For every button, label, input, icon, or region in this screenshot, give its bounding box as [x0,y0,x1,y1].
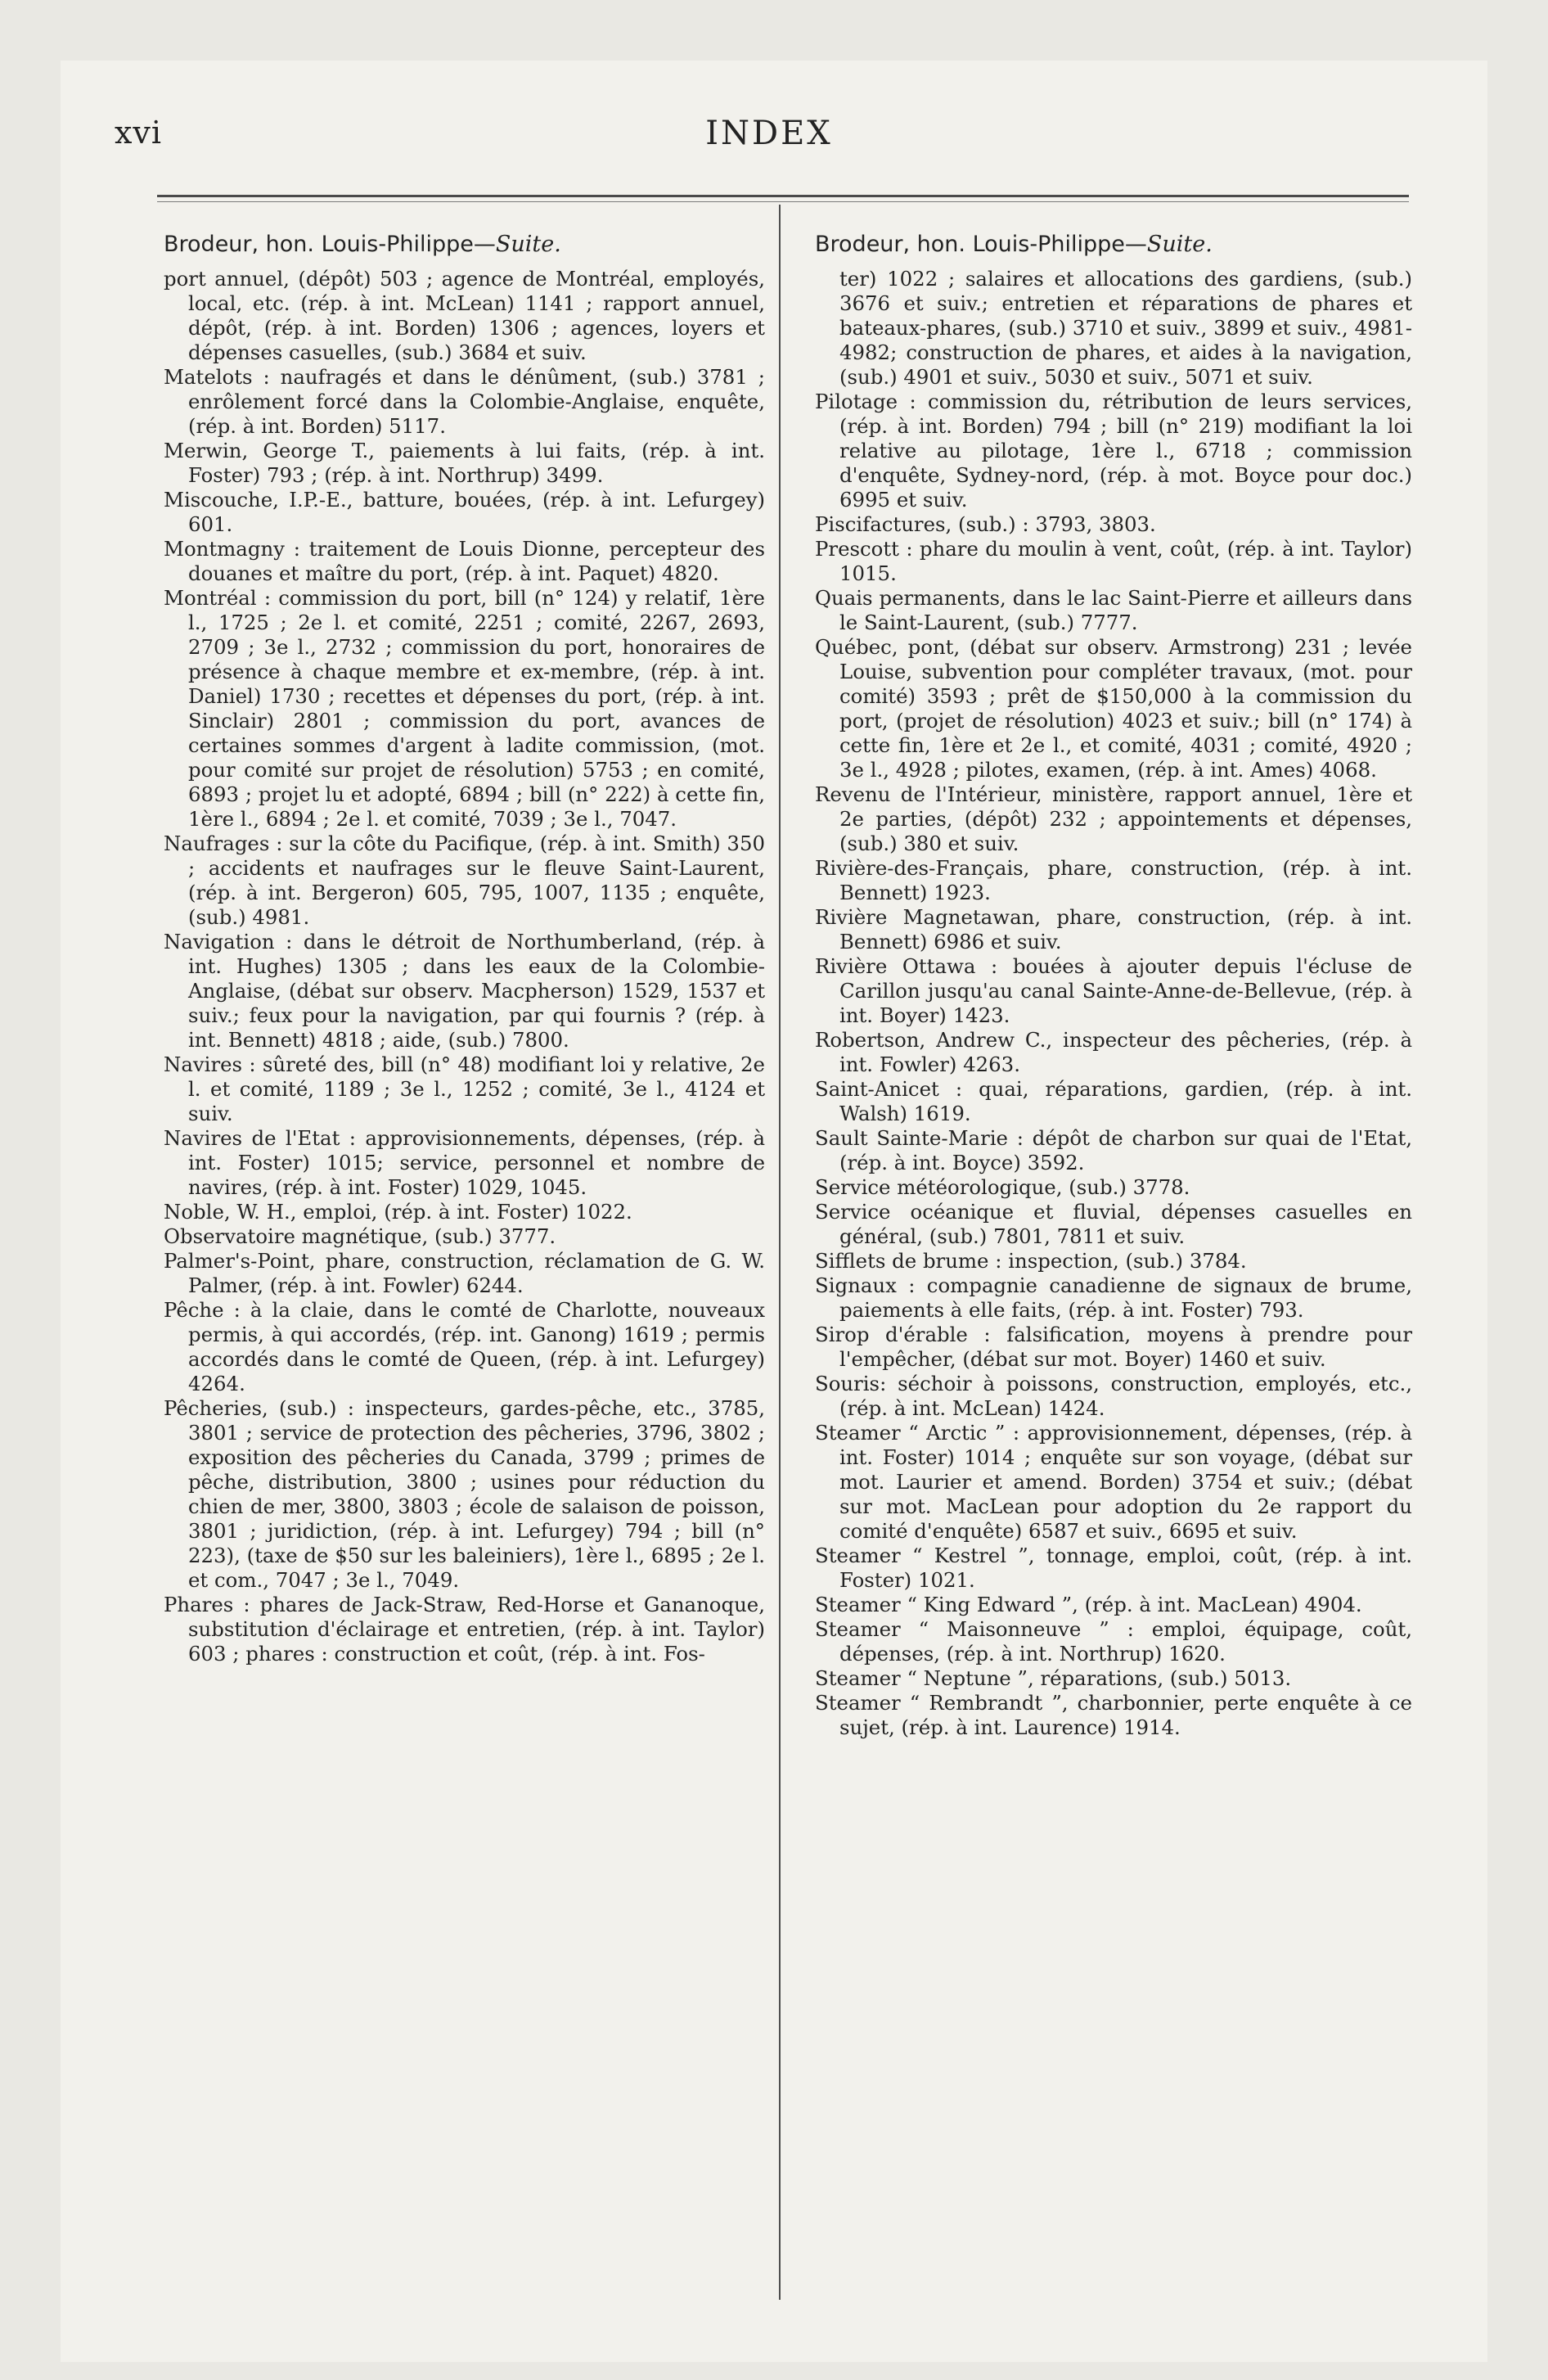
index-entry: Saint-Anicet : quai, réparations, gardien, (rép. à int. Walsh) 1619. [815,1077,1412,1125]
index-entry: Revenu de l'Intérieur, ministère, rapport annuel, 1ère et 2e parties, (dépôt) 232 ; appointements et dépenses, (sub.) 380 et suiv. [815,782,1412,855]
index-entry: Noble, W. H., emploi, (rép. à int. Foster) 1022. [164,1200,632,1224]
index-entry: Merwin, George T., paiements à lui faits, (rép. à int. Foster) 793 ; (rép. à int. Northrup) 3499. [164,439,765,487]
page-header [115,115,1424,164]
index-entry-continuation: ter) 1022 ; salaires et allocations des gardiens, (sub.) 3676 et suiv.; entretien et réparations de phares et bateaux-phares, (sub.) 3710 et suiv., 3899 et suiv., 4981-4982; construction de phares, et aides à la navigation, (sub.) 4901 et suiv., 5030 et suiv., 5071 et suiv. [839,267,1412,389]
index-entry: Québec, pont, (débat sur observ. Armstrong) 231 ; levée Louise, subvention pour compléter travaux, (mot. pour comité) 3593 ; prêt de $150,000 à la commission du port, (projet de résolution) 4023 et suiv.; bill (n° 174) à cette fin, 1ère et 2e l., et comité, 4031 ; comité, 4920 ; 3e l., 4928 ; pilotes, examen, (rép. à int. Ames) 4068. [815,635,1412,782]
right-column-heading: Brodeur, hon. Louis-Philippe—Suite. [815,232,1213,257]
index-entry: Steamer “ Neptune ”, réparations, (sub.) 5013. [815,1666,1292,1690]
index-entry: Sirop d'érable : falsification, moyens à prendre pour l'empêcher, (débat sur mot. Boyer) 1460 et suiv. [815,1323,1412,1371]
index-entry: Sifflets de brume : inspection, (sub.) 3784. [815,1249,1247,1273]
index-entry: Steamer “ Arctic ” : approvisionnement, dépenses, (rép. à int. Foster) 1014 ; enquête sur son voyage, (débat sur mot. Laurier et amend. Borden) 3754 et suiv.; (débat sur mot. MacLean pour adoption du 2e rapport du comité d'enquête) 6587 et suiv., 6695 et suiv. [815,1421,1412,1543]
index-entry: Sault Sainte-Marie : dépôt de charbon sur quai de l'Etat, (rép. à int. Boyce) 3592. [815,1126,1412,1174]
index-entry: Rivière Magnetawan, phare, construction, (rép. à int. Bennett) 6986 et suiv. [815,905,1412,953]
index-entry: Quais permanents, dans le lac Saint-Pierre et ailleurs dans le Saint-Laurent, (sub.) 7777. [815,586,1412,634]
index-entry: Steamer “ Maisonneuve ” : emploi, équipage, coût, dépenses, (rép. à int. Northrup) 1620. [815,1617,1412,1666]
index-entry: Prescott : phare du moulin à vent, coût, (rép. à int. Taylor) 1015. [815,537,1412,585]
index-entry: Service océanique et fluvial, dépenses casuelles en général, (sub.) 7801, 7811 et suiv. [815,1200,1412,1248]
index-entry: Piscifactures, (sub.) : 3793, 3803. [815,512,1156,536]
index-entry: Souris: séchoir à poissons, construction, employés, etc., (rép. à int. McLean) 1424. [815,1372,1412,1420]
index-entry: Steamer “ King Edward ”, (rép. à int. MacLean) 4904. [815,1593,1362,1616]
index-entry: Palmer's-Point, phare, construction, réclamation de G. W. Palmer, (rép. à int. Fowler) 6244. [164,1249,765,1297]
index-entry: Navigation : dans le détroit de Northumberland, (rép. à int. Hughes) 1305 ; dans les eaux de la Colombie-Anglaise, (débat sur observ. Macpherson) 1529, 1537 et suiv.; feux pour la navigation, par qui fournis ? (rép. à int. Bennett) 4818 ; aide, (sub.) 7800. [164,930,765,1052]
index-entry: Pêche : à la claie, dans le comté de Charlotte, nouveaux permis, à qui accordés, (rép. int. Ganong) 1619 ; permis accordés dans le comté de Queen, (rép. à int. Lefurgey) 4264. [164,1298,765,1395]
left-column [164,226,765,1666]
index-entry: Montmagny : traitement de Louis Dionne, percepteur des douanes et maître du port, (rép. à int. Paquet) 4820. [164,537,765,585]
index-entry: Pilotage : commission du, rétribution de leurs services, (rép. à int. Borden) 794 ; bill (n° 219) modifiant la loi relative au pilotage, 1ère l., 6718 ; commission d'enquête, Sydney-nord, (rép. à mot. Boyce pour doc.) 6995 et suiv. [815,390,1412,512]
index-entry: Steamer “ Rembrandt ”, charbonnier, perte enquête à ce sujet, (rép. à int. Laurence) 1914. [815,1691,1412,1739]
page-number: xvi [115,115,163,151]
index-entry: Pêcheries, (sub.) : inspecteurs, gardes-pêche, etc., 3785, 3801 ; service de protection des pêcheries, 3796, 3802 ; exposition des pêcheries du Canada, 3799 ; primes de pêche, distribution, 3800 ; usines pour réduction du chien de mer, 3800, 3803 ; école de salaison de poisson, 3801 ; juridiction, (rép. à int. Lefurgey) 794 ; bill (n° 223), (taxe de $50 sur les baleiniers), 1ère l., 6895 ; 2e l. et com., 7047 ; 3e l., 7049. [164,1396,765,1592]
index-entry: port annuel, (dépôt) 503 ; agence de Montréal, employés, local, etc. (rép. à int. McLean) 1141 ; rapport annuel, dépôt, (rép. à int. Borden) 1306 ; agences, loyers et dépenses casuelles, (sub.) 3684 et suiv. [164,267,765,364]
index-entry: Steamer “ Kestrel ”, tonnage, emploi, coût, (rép. à int. Foster) 1021. [815,1544,1412,1592]
column-divider [779,205,781,2300]
header-rule-thin [157,201,1409,202]
index-entry: Signaux : compagnie canadienne de signaux de brume, paiements à elle faits, (rép. à int. Foster) 793. [815,1273,1412,1322]
index-entry: Rivière-des-Français, phare, construction, (rép. à int. Bennett) 1923. [815,856,1412,904]
index-entry: Robertson, Andrew C., inspecteur des pêcheries, (rép. à int. Fowler) 4263. [815,1028,1412,1076]
index-entry: Observatoire magnétique, (sub.) 3777. [164,1224,556,1248]
index-entry: Navires de l'Etat : approvisionnements, dépenses, (rép. à int. Foster) 1015; service, personnel et nombre de navires, (rép. à int. Foster) 1029, 1045. [164,1126,765,1199]
index-entry: Naufrages : sur la côte du Pacifique, (rép. à int. Smith) 350 ; accidents et naufrages sur le fleuve Saint-Laurent, (rép. à int. Bergeron) 605, 795, 1007, 1135 ; enquête, (sub.) 4981. [164,832,765,929]
right-column [815,226,1412,1740]
index-entry: Service météorologique, (sub.) 3778. [815,1175,1190,1199]
index-entry: Rivière Ottawa : bouées à ajouter depuis l'écluse de Carillon jusqu'au canal Sainte-Anne-de-Bellevue, (rép. à int. Boyer) 1423. [815,954,1412,1027]
index-entry: Navires : sûreté des, bill (n° 48) modifiant loi y relative, 2e l. et comité, 1189 ; 3e l., 1252 ; comité, 3e l., 4124 et suiv. [164,1053,765,1125]
index-entry: Matelots : naufragés et dans le dénûment, (sub.) 3781 ; enrôlement forcé dans la Colombie-Anglaise, enquête, (rép. à int. Borden) 5117. [164,365,765,438]
left-column-heading: Brodeur, hon. Louis-Philippe—Suite. [164,232,561,257]
index-entry: Miscouche, I.P.-E., batture, bouées, (rép. à int. Lefurgey) 601. [164,488,765,536]
index-entry: Phares : phares de Jack-Straw, Red-Horse et Gananoque, substitution d'éclairage et entretien, (rép. à int. Taylor) 603 ; phares : construction et coût, (rép. à int. Fos- [164,1593,765,1666]
header-rule [157,195,1409,197]
running-title: INDEX [705,115,833,152]
index-entry: Montréal : commission du port, bill (n° 124) y relatif, 1ère l., 1725 ; 2e l. et comité, 2251 ; comité, 2267, 2693, 2709 ; 3e l., 2732 ; commission du port, honoraires de présence à chaque membre et ex-membre, (rép. à int. Daniel) 1730 ; recettes et dépenses du port, (rép. à int. Sinclair) 2801 ; commission du port, avances de certaines sommes d'argent à ladite commission, (mot. pour comité sur projet de résolution) 5753 ; en comité, 6893 ; projet lu et adopté, 6894 ; bill (n° 222) à cette fin, 1ère l., 6894 ; 2e l. et comité, 7039 ; 3e l., 7047. [164,586,765,831]
